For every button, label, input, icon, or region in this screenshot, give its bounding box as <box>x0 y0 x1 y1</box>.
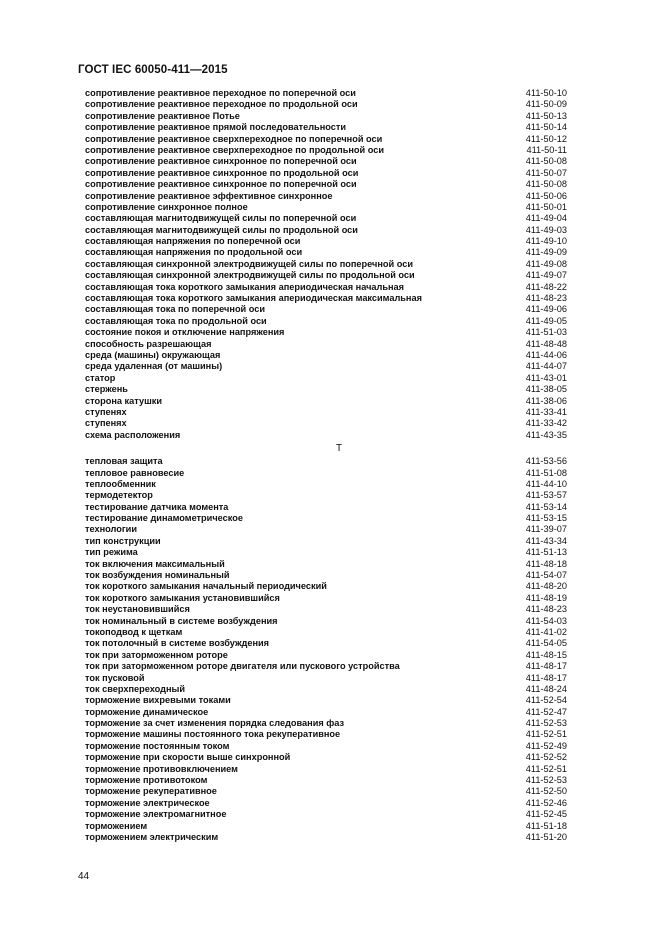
index-entry <box>85 638 567 649</box>
index-entry <box>85 145 567 156</box>
entry-code: 411-43-01 <box>525 372 567 383</box>
entry-code: 411-49-10 <box>525 236 567 247</box>
entry-term: ток потолочный в системе возбуждения <box>85 638 270 649</box>
entry-code: 411-44-07 <box>525 361 567 372</box>
entry-term: ток короткого замыкания начальный периодический <box>85 581 327 592</box>
entry-code: 411-38-06 <box>525 395 567 406</box>
index-entry <box>85 88 567 99</box>
entry-term: сопротивление реактивное сверхпереходное по продольной оси <box>85 144 384 155</box>
entry-code: 411-52-50 <box>525 786 567 797</box>
entry-code: 411-50-07 <box>525 167 567 178</box>
index-entry <box>85 684 567 695</box>
entry-code: 411-50-09 <box>525 99 567 110</box>
index-entry <box>85 570 567 581</box>
index-entry <box>85 225 567 236</box>
section-letter: Т <box>335 443 343 455</box>
term-index <box>85 88 567 843</box>
entry-term: торможение электромагнитное <box>85 809 227 820</box>
entry-code: 411-52-47 <box>525 706 567 717</box>
index-entry <box>85 327 567 338</box>
entry-term: сопротивление синхронное полное <box>85 201 248 212</box>
entry-code: 411-51-20 <box>525 832 567 842</box>
entry-term: торможением <box>85 820 148 831</box>
index-entry <box>85 293 567 304</box>
entry-term: тестирование динамометрическое <box>85 513 243 524</box>
entry-code: 411-41-02 <box>525 626 567 637</box>
entry-code: 411-52-54 <box>525 695 567 706</box>
entry-term: торможение динамическое <box>85 706 209 717</box>
entry-term: торможение рекуперативное <box>85 786 217 797</box>
entry-term: теплообменник <box>85 478 156 489</box>
index-entry <box>85 456 567 467</box>
entry-term: торможение за счет изменения порядка следования фаз <box>85 718 345 729</box>
entry-term: составляющая магнитодвижущей силы по поперечной оси <box>85 213 357 224</box>
index-entry <box>85 616 567 627</box>
page-number: 44 <box>78 871 90 882</box>
entry-term: составляющая синхронной электродвижущей силы по продольной оси <box>85 270 415 281</box>
index-entry <box>85 604 567 615</box>
entry-code: 411-33-42 <box>525 418 567 429</box>
entry-code: 411-48-18 <box>525 558 567 569</box>
index-entry <box>85 821 567 832</box>
entry-term: торможение электрическое <box>85 797 210 808</box>
entry-term: тепловое равновесие <box>85 467 185 478</box>
index-entry <box>85 213 567 224</box>
index-entry <box>85 247 567 258</box>
entry-term: торможение противотоком <box>85 775 208 786</box>
entry-code: 411-49-08 <box>525 258 567 269</box>
entry-code: 411-48-22 <box>525 281 567 292</box>
index-entry <box>85 832 567 843</box>
entry-code: 411-50-08 <box>525 179 567 190</box>
entry-code: 411-52-46 <box>525 797 567 808</box>
entry-term: среда удаленная (от машины) <box>85 361 223 372</box>
entry-code: 411-49-07 <box>525 270 567 281</box>
index-entry <box>85 430 567 441</box>
entry-term: сопротивление реактивное синхронное по поперечной оси <box>85 156 357 167</box>
index-entry <box>85 191 567 202</box>
entry-code: 411-52-52 <box>525 752 567 763</box>
entry-term: статор <box>85 372 116 383</box>
entry-code: 411-52-53 <box>525 718 567 729</box>
index-entry <box>85 547 567 558</box>
index-entry <box>85 707 567 718</box>
index-entry <box>85 718 567 729</box>
entry-term: составляющая тока короткого замыкания апериодическая максимальная <box>85 293 422 304</box>
entry-term: сопротивление реактивное синхронное по поперечной оси <box>85 179 357 190</box>
entry-code: 411-53-14 <box>525 501 567 512</box>
entry-term: составляющая тока короткого замыкания апериодическая начальная <box>85 281 405 292</box>
entry-term: тепловая защита <box>85 456 163 467</box>
entry-code: 411-49-03 <box>525 224 567 235</box>
entry-term: тип конструкции <box>85 535 161 546</box>
entry-term: ток возбуждения номинальный <box>85 570 230 581</box>
entry-term: ток при заторможенном роторе двигателя или пускового устройства <box>85 661 400 672</box>
index-entry <box>85 236 567 247</box>
index-entry <box>85 304 567 315</box>
index-entry <box>85 627 567 638</box>
index-entry <box>85 418 567 429</box>
index-entry <box>85 764 567 775</box>
entry-code: 411-54-03 <box>525 615 567 626</box>
index-entry <box>85 270 567 281</box>
entry-code: 411-49-04 <box>525 213 567 224</box>
entry-term: составляющая синхронной электродвижущей силы по поперечной оси <box>85 258 413 269</box>
page-header: ГОСТ IEC 60050-411—2015 <box>78 64 228 76</box>
index-entry <box>85 468 567 479</box>
entry-term: ступенях <box>85 418 127 429</box>
entry-term: ток включения максимальный <box>85 558 225 569</box>
index-entry <box>85 202 567 213</box>
entry-term: составляющая тока по продольной оси <box>85 315 267 326</box>
entry-term: тип режима <box>85 547 138 558</box>
entry-term: сопротивление реактивное сверхпереходное по поперечной оси <box>85 133 383 144</box>
entry-code: 411-49-09 <box>525 247 567 258</box>
index-entry <box>85 259 567 270</box>
entry-term: сопротивление реактивное синхронное по продольной оси <box>85 167 359 178</box>
entry-term: сопротивление реактивное переходное по поперечной оси <box>85 88 356 98</box>
index-entry <box>85 786 567 797</box>
entry-code: 411-50-12 <box>525 133 567 144</box>
entry-term: составляющая магнитодвижущей силы по продольной оси <box>85 224 358 235</box>
entry-term: способность разрешающая <box>85 338 212 349</box>
entry-code: 411-48-17 <box>525 672 567 683</box>
entry-term: сопротивление реактивное прямой последовательности <box>85 122 347 133</box>
entry-code: 411-44-06 <box>525 349 567 360</box>
entry-code: 411-33-41 <box>525 406 567 417</box>
entry-code: 411-52-45 <box>525 809 567 820</box>
entry-code: 411-48-15 <box>525 649 567 660</box>
index-entry <box>85 384 567 395</box>
entry-term: схема расположения <box>85 429 181 440</box>
index-entry <box>85 316 567 327</box>
index-entry <box>85 490 567 501</box>
index-entry <box>85 729 567 740</box>
index-entry <box>85 524 567 535</box>
entry-term: среда (машины) окружающая <box>85 349 221 360</box>
entry-code: 411-51-03 <box>525 327 567 338</box>
index-entry <box>85 99 567 110</box>
entry-code: 411-50-10 <box>525 88 567 98</box>
index-entry <box>85 479 567 490</box>
entry-code: 411-49-06 <box>525 304 567 315</box>
entry-code: 411-52-51 <box>525 729 567 740</box>
entry-term: торможение вихревыми токами <box>85 695 231 706</box>
entry-code: 411-53-15 <box>525 513 567 524</box>
index-entry <box>85 111 567 122</box>
index-entry <box>85 809 567 820</box>
entry-code: 411-44-10 <box>525 478 567 489</box>
entry-code: 411-53-56 <box>525 456 567 467</box>
index-entry <box>85 741 567 752</box>
entry-code: 411-49-05 <box>525 315 567 326</box>
entry-code: 411-54-07 <box>525 570 567 581</box>
entry-code: 411-53-57 <box>525 490 567 501</box>
entry-term: токоподвод к щеткам <box>85 626 183 637</box>
entry-term: составляющая напряжения по поперечной оси <box>85 236 301 247</box>
entry-term: торможение противовключением <box>85 763 238 774</box>
entry-code: 411-48-20 <box>525 581 567 592</box>
index-entry <box>85 339 567 350</box>
index-entry <box>85 798 567 809</box>
entry-term: ступенях <box>85 406 127 417</box>
index-entry <box>85 673 567 684</box>
entry-code: 411-50-08 <box>525 156 567 167</box>
entry-code: 411-50-01 <box>525 201 567 212</box>
entry-code: 411-48-17 <box>525 661 567 672</box>
index-entry <box>85 536 567 547</box>
entry-term: состояние покоя и отключение напряжения <box>85 327 285 338</box>
entry-code: 411-48-23 <box>525 293 567 304</box>
entry-code: 411-52-51 <box>525 763 567 774</box>
index-entry <box>85 513 567 524</box>
entry-term: составляющая тока по поперечной оси <box>85 304 265 315</box>
entry-term: сопротивление реактивное переходное по продольной оси <box>85 99 358 110</box>
entry-term: ток короткого замыкания установившийся <box>85 592 280 603</box>
entry-code: 411-39-07 <box>525 524 567 535</box>
index-entry <box>85 134 567 145</box>
index-entry <box>85 156 567 167</box>
index-entry <box>85 775 567 786</box>
entry-code: 411-50-11 <box>526 144 567 155</box>
index-entry <box>85 396 567 407</box>
entry-term: ток номинальный в системе возбуждения <box>85 615 278 626</box>
entry-term: сопротивление реактивное Потье <box>85 110 240 121</box>
entry-code: 411-50-06 <box>525 190 567 201</box>
entry-code: 411-38-05 <box>525 384 567 395</box>
entry-term: торможение постоянным током <box>85 740 230 751</box>
entry-term: сопротивление реактивное эффективное синхронное <box>85 190 333 201</box>
entry-code: 411-51-08 <box>525 467 567 478</box>
index-entry <box>85 559 567 570</box>
entry-code: 411-52-53 <box>525 775 567 786</box>
entry-term: торможением электрическим <box>85 832 219 842</box>
entry-term: сторона катушки <box>85 395 162 406</box>
entry-code: 411-52-49 <box>525 740 567 751</box>
entry-code: 411-48-23 <box>525 604 567 615</box>
index-entry <box>85 361 567 372</box>
entry-code: 411-54-05 <box>525 638 567 649</box>
index-entry <box>85 168 567 179</box>
entry-term: стержень <box>85 384 128 395</box>
entry-code: 411-50-14 <box>525 122 567 133</box>
entry-term: тестирование датчика момента <box>85 501 229 512</box>
entry-term: термодетектор <box>85 490 153 501</box>
index-entry <box>85 179 567 190</box>
entry-term: ток сверхпереходный <box>85 683 185 694</box>
entry-code: 411-50-13 <box>525 110 567 121</box>
index-entry <box>85 407 567 418</box>
index-entry <box>85 122 567 133</box>
entry-term: ток при заторможенном роторе <box>85 649 228 660</box>
index-entry <box>85 752 567 763</box>
index-entry <box>85 650 567 661</box>
entry-term: торможение при скорости выше синхронной <box>85 752 291 763</box>
entry-term: технологии <box>85 524 137 535</box>
index-entry <box>85 695 567 706</box>
index-entry <box>85 581 567 592</box>
index-entry <box>85 661 567 672</box>
index-entry <box>85 373 567 384</box>
entry-code: 411-48-48 <box>525 338 567 349</box>
entry-term: ток неустановившийся <box>85 604 190 615</box>
entry-code: 411-43-34 <box>525 535 567 546</box>
entry-code: 411-51-13 <box>525 547 567 558</box>
entry-code: 411-48-24 <box>525 683 567 694</box>
entry-code: 411-48-19 <box>525 592 567 603</box>
entry-code: 411-43-35 <box>525 429 567 440</box>
index-entry <box>85 350 567 361</box>
index-entry <box>85 502 567 513</box>
entry-term: торможение машины постоянного тока рекуперативное <box>85 729 341 740</box>
entry-code: 411-51-18 <box>525 820 567 831</box>
index-entry <box>85 282 567 293</box>
entry-term: составляющая напряжения по продольной оси <box>85 247 303 258</box>
index-entry <box>85 593 567 604</box>
entry-term: ток пусковой <box>85 672 145 683</box>
